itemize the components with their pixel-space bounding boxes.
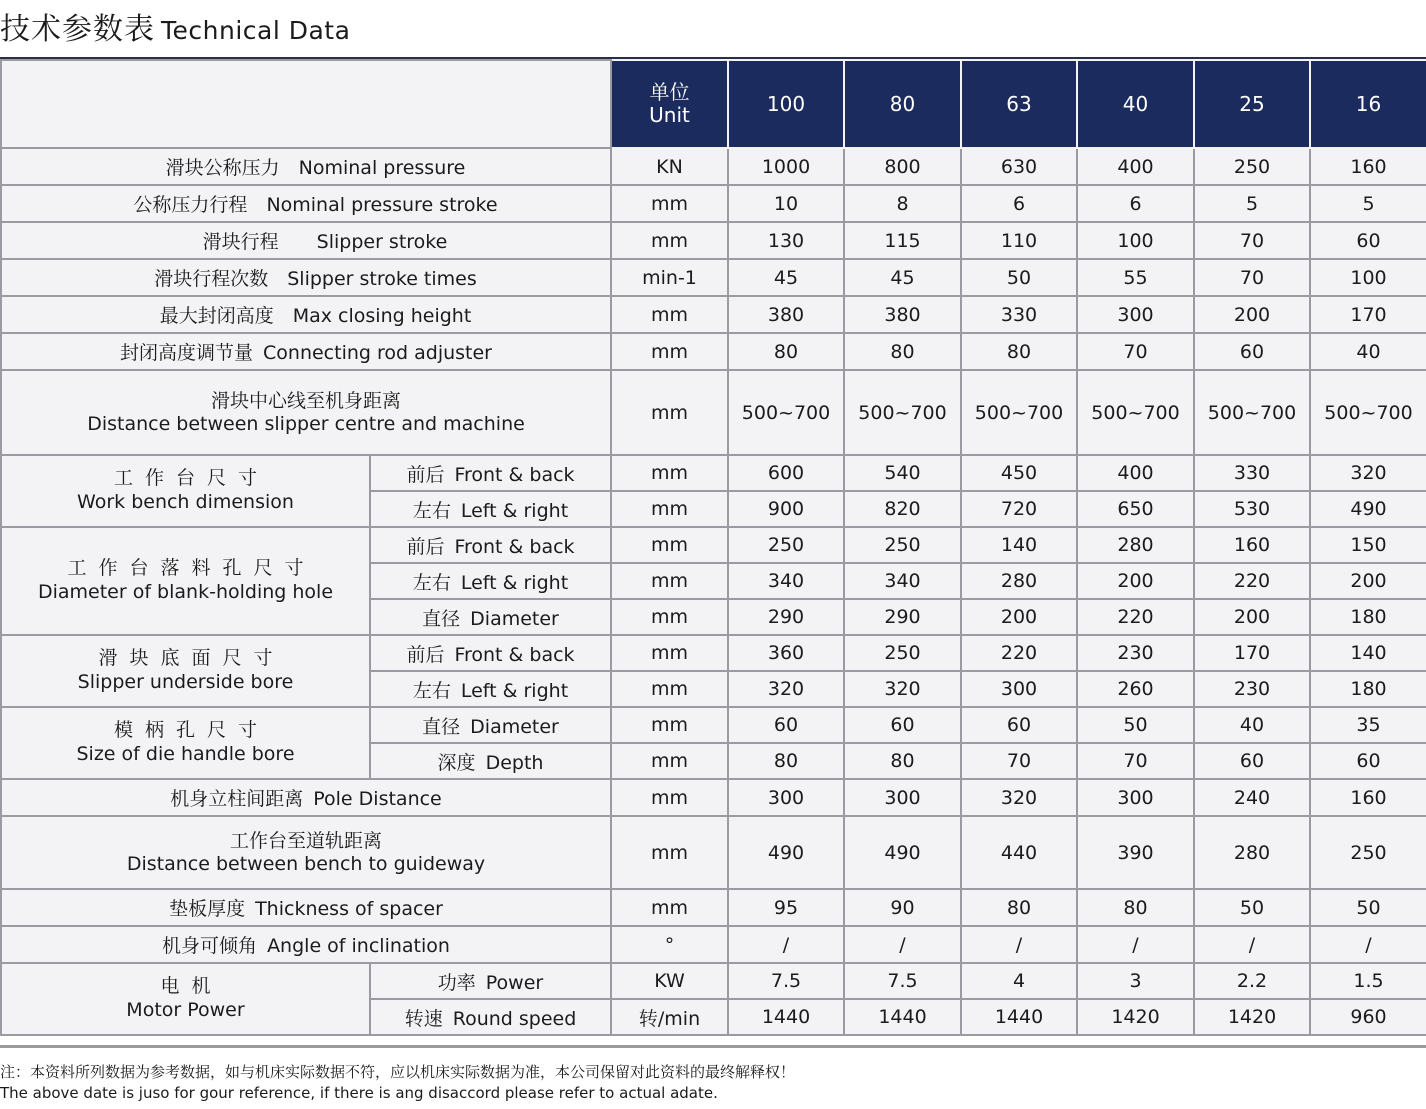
header-model: 100 <box>728 60 844 148</box>
unit-cell: mm <box>611 455 728 491</box>
unit-cell: mm <box>611 185 728 222</box>
value-cell: 360 <box>728 635 844 671</box>
value-cell: 820 <box>844 491 961 527</box>
value-cell: 170 <box>1194 635 1310 671</box>
row-label: 滑块行程 Slipper stroke <box>1 222 611 259</box>
value-cell: 630 <box>961 148 1077 185</box>
header-model: 25 <box>1194 60 1310 148</box>
value-cell: 60 <box>961 707 1077 743</box>
footnote-en: The above date is juso for gour reference, if there is ang disaccord please refer to actual adate. <box>0 1084 718 1102</box>
table-row <box>1 635 1426 671</box>
value-cell: 180 <box>1310 671 1426 707</box>
sub-label: 转速 Round speed <box>370 999 611 1035</box>
value-cell: 80 <box>961 889 1077 926</box>
value-cell: 600 <box>728 455 844 491</box>
value-cell: 60 <box>1310 743 1426 779</box>
value-cell: 340 <box>728 563 844 599</box>
value-cell: 1440 <box>961 999 1077 1035</box>
value-cell: 5 <box>1194 185 1310 222</box>
value-cell: 280 <box>961 563 1077 599</box>
value-cell: 60 <box>1194 743 1310 779</box>
table-row <box>1 707 1426 743</box>
value-cell: 50 <box>1077 707 1194 743</box>
value-cell: 7.5 <box>728 963 844 999</box>
value-cell: 5 <box>1310 185 1426 222</box>
sub-label: 前后 Front & back <box>370 635 611 671</box>
group-label: 电机 Motor Power <box>1 963 370 1035</box>
value-cell: 70 <box>961 743 1077 779</box>
value-cell: 130 <box>728 222 844 259</box>
value-cell: 490 <box>844 816 961 889</box>
sub-label: 左右 Left & right <box>370 491 611 527</box>
value-cell: 290 <box>728 599 844 635</box>
header-blank-cell <box>1 60 611 148</box>
value-cell: / <box>1077 926 1194 963</box>
value-cell: 500~700 <box>728 370 844 455</box>
value-cell: 250 <box>1194 148 1310 185</box>
sub-label: 左右 Left & right <box>370 671 611 707</box>
unit-cell: mm <box>611 491 728 527</box>
value-cell: 400 <box>1077 455 1194 491</box>
value-cell: 900 <box>728 491 844 527</box>
unit-cell: mm <box>611 563 728 599</box>
value-cell: 55 <box>1077 259 1194 296</box>
row-label: 机身立柱间距离 Pole Distance <box>1 779 611 816</box>
value-cell: 80 <box>844 743 961 779</box>
value-cell: 250 <box>1310 816 1426 889</box>
table-row <box>1 779 1426 816</box>
value-cell: 1440 <box>728 999 844 1035</box>
value-cell: 530 <box>1194 491 1310 527</box>
value-cell: 260 <box>1077 671 1194 707</box>
value-cell: / <box>1310 926 1426 963</box>
unit-cell: KN <box>611 148 728 185</box>
value-cell: 35 <box>1310 707 1426 743</box>
value-cell: 340 <box>844 563 961 599</box>
value-cell: 70 <box>1194 222 1310 259</box>
unit-cell: mm <box>611 779 728 816</box>
footnote <box>0 1062 795 1104</box>
spec-table <box>0 59 1426 1036</box>
table-row <box>1 963 1426 999</box>
group-label: 工作台落料孔尺寸 Diameter of blank-holding hole <box>1 527 370 635</box>
group-label: 滑块底面尺寸 Slipper underside bore <box>1 635 370 707</box>
value-cell: 60 <box>728 707 844 743</box>
table-row <box>1 148 1426 185</box>
value-cell: / <box>1194 926 1310 963</box>
value-cell: 70 <box>1077 743 1194 779</box>
sub-label: 功率 Power <box>370 963 611 999</box>
value-cell: 220 <box>961 635 1077 671</box>
value-cell: 330 <box>961 296 1077 333</box>
value-cell: 200 <box>1310 563 1426 599</box>
unit-cell: mm <box>611 296 728 333</box>
value-cell: 110 <box>961 222 1077 259</box>
value-cell: 220 <box>1194 563 1310 599</box>
value-cell: 380 <box>728 296 844 333</box>
value-cell: 390 <box>1077 816 1194 889</box>
unit-cell: KW <box>611 963 728 999</box>
unit-cell: mm <box>611 743 728 779</box>
value-cell: 720 <box>961 491 1077 527</box>
unit-cell: mm <box>611 816 728 889</box>
value-cell: 500~700 <box>844 370 961 455</box>
value-cell: 400 <box>1077 148 1194 185</box>
value-cell: 230 <box>1077 635 1194 671</box>
value-cell: 90 <box>844 889 961 926</box>
value-cell: 200 <box>1077 563 1194 599</box>
value-cell: 160 <box>1194 527 1310 563</box>
sub-label: 直径 Diameter <box>370 599 611 635</box>
sub-label: 左右 Left & right <box>370 563 611 599</box>
title-zh: 技术参数表 <box>0 12 155 47</box>
header-model: 16 <box>1310 60 1426 148</box>
row-label: 工作台至道轨距离 Distance between bench to guideway <box>1 816 611 889</box>
value-cell: 300 <box>1077 296 1194 333</box>
value-cell: 150 <box>1310 527 1426 563</box>
value-cell: 300 <box>728 779 844 816</box>
value-cell: 140 <box>1310 635 1426 671</box>
group-label: 工作台尺寸 Work bench dimension <box>1 455 370 527</box>
value-cell: 320 <box>844 671 961 707</box>
unit-cell: mm <box>611 707 728 743</box>
sub-label: 前后 Front & back <box>370 455 611 491</box>
row-label: 最大封闭高度 Max closing height <box>1 296 611 333</box>
value-cell: 140 <box>961 527 1077 563</box>
value-cell: 10 <box>728 185 844 222</box>
value-cell: 500~700 <box>1310 370 1426 455</box>
sub-label: 深度 Depth <box>370 743 611 779</box>
value-cell: 230 <box>1194 671 1310 707</box>
value-cell: 45 <box>728 259 844 296</box>
row-label: 机身可倾角 Angle of inclination <box>1 926 611 963</box>
value-cell: 250 <box>844 527 961 563</box>
footnote-zh: 注：本资料所列数据为参考数据，如与机床实际数据不符，应以机床实际数据为准，本公司保留对此资料的最终解释权！ <box>0 1063 796 1081</box>
header-model: 63 <box>961 60 1077 148</box>
table-row <box>1 370 1426 455</box>
value-cell: 320 <box>728 671 844 707</box>
value-cell: / <box>728 926 844 963</box>
value-cell: 280 <box>1194 816 1310 889</box>
value-cell: 440 <box>961 816 1077 889</box>
value-cell: 500~700 <box>961 370 1077 455</box>
table-row <box>1 296 1426 333</box>
row-label: 公称压力行程 Nominal pressure stroke <box>1 185 611 222</box>
value-cell: 6 <box>1077 185 1194 222</box>
value-cell: 40 <box>1194 707 1310 743</box>
value-cell: 290 <box>844 599 961 635</box>
value-cell: 80 <box>1077 889 1194 926</box>
table-row <box>1 222 1426 259</box>
value-cell: 200 <box>1194 296 1310 333</box>
value-cell: 200 <box>961 599 1077 635</box>
value-cell: 50 <box>1194 889 1310 926</box>
value-cell: 115 <box>844 222 961 259</box>
value-cell: 1420 <box>1194 999 1310 1035</box>
value-cell: 1000 <box>728 148 844 185</box>
value-cell: 500~700 <box>1194 370 1310 455</box>
value-cell: 100 <box>1077 222 1194 259</box>
table-row <box>1 816 1426 889</box>
unit-cell: mm <box>611 635 728 671</box>
value-cell: 170 <box>1310 296 1426 333</box>
value-cell: 800 <box>844 148 961 185</box>
table-row <box>1 889 1426 926</box>
unit-cell: mm <box>611 370 728 455</box>
value-cell: 70 <box>1194 259 1310 296</box>
unit-cell: mm <box>611 333 728 370</box>
table-row <box>1 527 1426 563</box>
value-cell: 95 <box>728 889 844 926</box>
value-cell: 80 <box>728 743 844 779</box>
value-cell: 50 <box>1310 889 1426 926</box>
value-cell: 380 <box>844 296 961 333</box>
value-cell: 160 <box>1310 779 1426 816</box>
table-header-row <box>1 60 1426 148</box>
value-cell: 40 <box>1310 333 1426 370</box>
value-cell: 80 <box>728 333 844 370</box>
value-cell: 7.5 <box>844 963 961 999</box>
group-label: 模柄孔尺寸 Size of die handle bore <box>1 707 370 779</box>
value-cell: 490 <box>1310 491 1426 527</box>
unit-cell: ° <box>611 926 728 963</box>
value-cell: 300 <box>1077 779 1194 816</box>
value-cell: 280 <box>1077 527 1194 563</box>
unit-cell: mm <box>611 889 728 926</box>
unit-cell: mm <box>611 671 728 707</box>
header-model: 80 <box>844 60 961 148</box>
value-cell: / <box>961 926 1077 963</box>
value-cell: 4 <box>961 963 1077 999</box>
row-label: 滑块中心线至机身距离 Distance between slipper centre and machine <box>1 370 611 455</box>
value-cell: 2.2 <box>1194 963 1310 999</box>
row-label: 垫板厚度 Thickness of spacer <box>1 889 611 926</box>
unit-cell: mm <box>611 222 728 259</box>
value-cell: 200 <box>1194 599 1310 635</box>
value-cell: 60 <box>1194 333 1310 370</box>
value-cell: 160 <box>1310 148 1426 185</box>
value-cell: 300 <box>844 779 961 816</box>
value-cell: 960 <box>1310 999 1426 1035</box>
value-cell: 45 <box>844 259 961 296</box>
sub-label: 前后 Front & back <box>370 527 611 563</box>
value-cell: 500~700 <box>1077 370 1194 455</box>
unit-cell: mm <box>611 599 728 635</box>
value-cell: 1440 <box>844 999 961 1035</box>
header-unit: 单位 Unit <box>611 60 728 148</box>
row-label: 滑块行程次数 Slipper stroke times <box>1 259 611 296</box>
unit-cell: min-1 <box>611 259 728 296</box>
bottom-rule <box>0 1045 1426 1048</box>
value-cell: / <box>844 926 961 963</box>
value-cell: 50 <box>961 259 1077 296</box>
row-label: 滑块公称压力 Nominal pressure <box>1 148 611 185</box>
value-cell: 250 <box>728 527 844 563</box>
value-cell: 180 <box>1310 599 1426 635</box>
value-cell: 100 <box>1310 259 1426 296</box>
table-row <box>1 455 1426 491</box>
value-cell: 320 <box>961 779 1077 816</box>
value-cell: 60 <box>844 707 961 743</box>
value-cell: 540 <box>844 455 961 491</box>
value-cell: 330 <box>1194 455 1310 491</box>
value-cell: 650 <box>1077 491 1194 527</box>
unit-cell: mm <box>611 527 728 563</box>
table-row <box>1 259 1426 296</box>
page-title <box>0 4 351 47</box>
sub-label: 直径 Diameter <box>370 707 611 743</box>
value-cell: 3 <box>1077 963 1194 999</box>
value-cell: 80 <box>844 333 961 370</box>
value-cell: 320 <box>1310 455 1426 491</box>
value-cell: 1.5 <box>1310 963 1426 999</box>
value-cell: 450 <box>961 455 1077 491</box>
table-row <box>1 185 1426 222</box>
value-cell: 70 <box>1077 333 1194 370</box>
table-row <box>1 333 1426 370</box>
unit-cell: 转/min <box>611 999 728 1035</box>
value-cell: 220 <box>1077 599 1194 635</box>
value-cell: 8 <box>844 185 961 222</box>
value-cell: 6 <box>961 185 1077 222</box>
value-cell: 300 <box>961 671 1077 707</box>
title-en: Technical Data <box>161 16 351 45</box>
value-cell: 1420 <box>1077 999 1194 1035</box>
value-cell: 60 <box>1310 222 1426 259</box>
value-cell: 490 <box>728 816 844 889</box>
header-model: 40 <box>1077 60 1194 148</box>
value-cell: 240 <box>1194 779 1310 816</box>
value-cell: 80 <box>961 333 1077 370</box>
value-cell: 250 <box>844 635 961 671</box>
table-row <box>1 926 1426 963</box>
row-label: 封闭高度调节量 Connecting rod adjuster <box>1 333 611 370</box>
